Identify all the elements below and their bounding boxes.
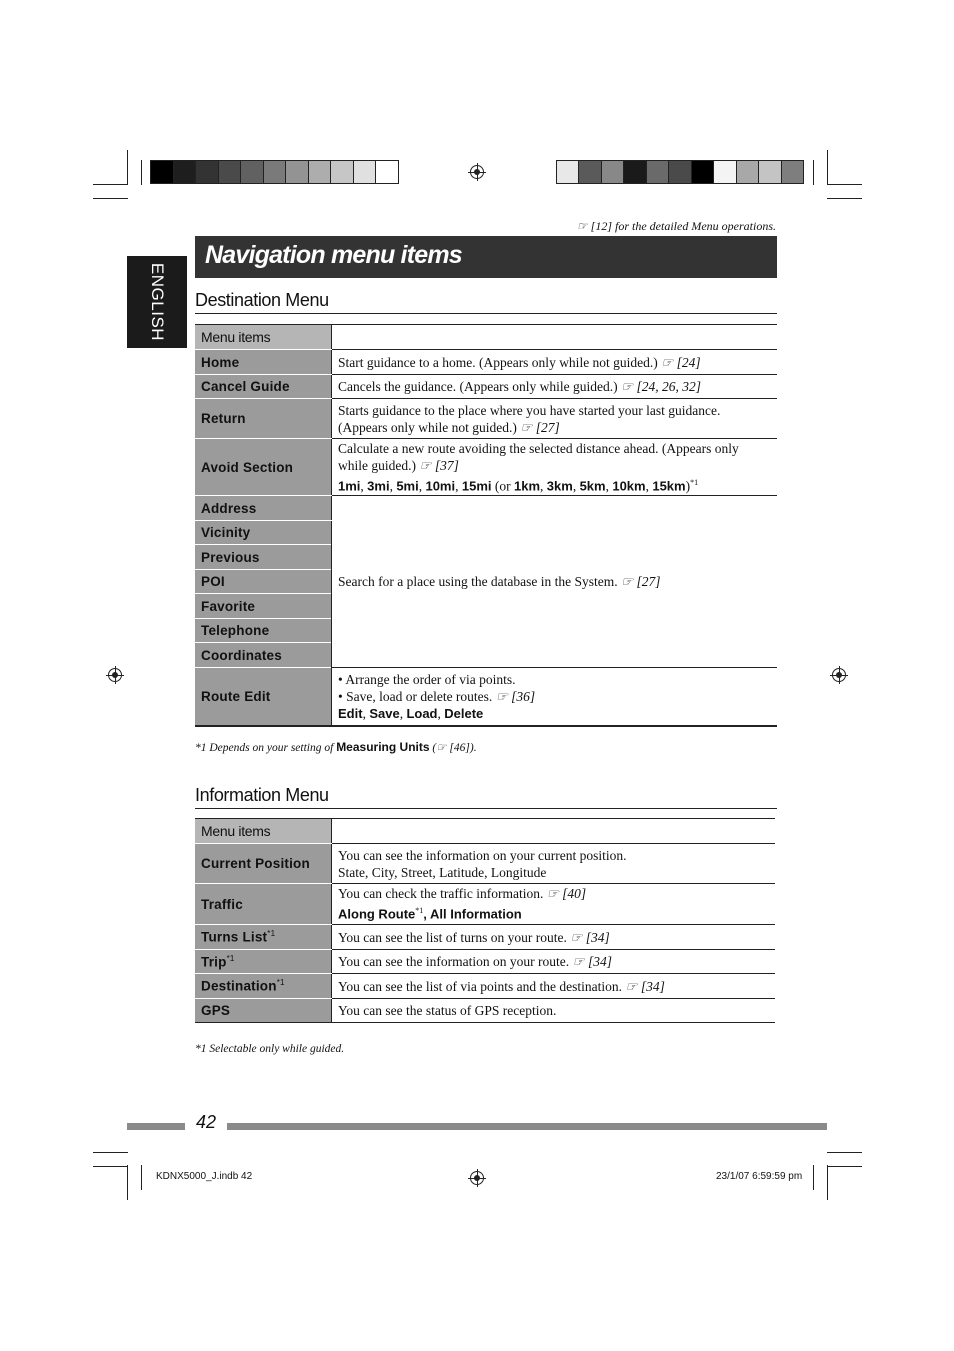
menu-key-return: Return [195, 399, 332, 439]
menu-desc-avoid-section [332, 439, 778, 496]
page-ref: ☞ [34] [572, 954, 612, 969]
crop-mark [827, 1152, 862, 1153]
menu-desc-gps: You can see the status of GPS reception. [332, 999, 776, 1023]
color-swatch [331, 161, 354, 183]
menu-desc-trip [332, 950, 776, 974]
table-row [195, 844, 775, 884]
color-swatch [174, 161, 197, 183]
top-reference-note: ☞ [12] for the detailed Menu operations. [576, 219, 776, 233]
page-bar-right [227, 1123, 827, 1130]
crop-mark [141, 160, 142, 185]
slug-timestamp: 23/1/07 6:59:59 pm [716, 1171, 803, 1182]
menu-desc-traffic [332, 884, 776, 925]
crop-mark [813, 1165, 814, 1190]
footnote-setting-name: Measuring Units [336, 740, 430, 754]
color-swatch [309, 161, 332, 183]
table-header-row [195, 325, 777, 350]
or-text: (or [491, 478, 514, 494]
desc-text: You can see the information on your route. [338, 954, 573, 969]
option-3km: 3km [546, 478, 573, 494]
option-10km: 10km [612, 478, 646, 494]
page-ref: ☞ [34] [625, 978, 665, 994]
desc-text: State, City, Street, Latitude, Longitude [338, 864, 547, 880]
desc-text: You can check the traffic information. [338, 886, 547, 902]
color-swatch [602, 161, 624, 183]
footnote-text: *1 Depends on your setting of [195, 742, 337, 754]
color-swatch [692, 161, 714, 183]
table-row [195, 350, 777, 375]
crop-mark [827, 1165, 828, 1200]
page-ref: ☞ [36] [495, 688, 536, 704]
table-row [195, 399, 777, 439]
option-5km: 5km [579, 478, 606, 494]
language-tab [127, 256, 187, 348]
crop-mark [93, 1152, 128, 1153]
title-bar [195, 236, 777, 278]
option-1mi: 1mi [338, 478, 361, 494]
crop-mark [141, 1165, 142, 1190]
color-swatch [219, 161, 242, 183]
color-swatch [196, 161, 219, 183]
option-1km: 1km [514, 478, 541, 494]
crop-mark [827, 150, 828, 185]
footnote-marker: *1 [690, 477, 699, 487]
footnote-measuring-units [195, 740, 477, 754]
menu-items-header: Menu items [195, 325, 332, 350]
close-paren: ) [685, 478, 691, 494]
slug-file-info: KDNX5000_J.indb 42 [156, 1171, 253, 1182]
option-along-route: Along Route [338, 906, 416, 922]
page-ref: ☞ [27] [520, 419, 560, 435]
desc-text: • Save, load or delete routes. [338, 688, 496, 704]
header-empty-cell [332, 325, 778, 350]
color-swatch [286, 161, 309, 183]
menu-desc-home [332, 350, 778, 375]
color-swatch [151, 161, 174, 183]
menu-key-telephone: Telephone [195, 619, 332, 643]
footnote-marker: *1 [415, 906, 424, 916]
footnote-text: (☞ [46]). [429, 742, 477, 754]
table-row [195, 884, 775, 925]
color-calibration-strip-right [556, 160, 804, 184]
crop-mark [127, 1165, 128, 1200]
table-row [195, 375, 777, 399]
color-swatch [624, 161, 646, 183]
crop-mark [93, 1166, 128, 1167]
option-all-information: , All Information [423, 906, 522, 922]
information-menu-heading: Information Menu [195, 785, 777, 809]
menu-key-cancel-guide: Cancel Guide [195, 375, 332, 399]
menu-key-address: Address [195, 496, 332, 521]
menu-key-traffic: Traffic [195, 884, 332, 925]
page-ref: ☞ [27] [621, 574, 661, 589]
color-swatch [579, 161, 601, 183]
page-title: Navigation menu items [205, 241, 462, 269]
page-ref: ☞ [34] [570, 929, 610, 945]
option-load: Load [406, 705, 438, 721]
desc-text: You can see the list of via points and the destination. [338, 978, 626, 994]
menu-key-trip [195, 950, 332, 974]
table-header-row [195, 819, 775, 844]
color-swatch [376, 161, 398, 183]
page-ref: ☞ [37] [419, 457, 459, 473]
desc-text: Start guidance to a home. (Appears only while not guided.) [338, 354, 662, 370]
color-swatch [557, 161, 579, 183]
menu-key-gps: GPS [195, 999, 332, 1023]
table-row [195, 496, 777, 521]
crop-mark [827, 198, 862, 199]
menu-key-poi: POI [195, 570, 332, 594]
menu-desc-turns-list [332, 925, 776, 950]
menu-key-destination [195, 974, 332, 999]
route-operations: Edit, Save, Load, Delete [338, 705, 484, 721]
menu-key-vicinity: Vicinity [195, 521, 332, 545]
crop-mark [127, 150, 128, 185]
bullet-item [338, 688, 771, 705]
desc-text: Search for a place using the database in the System. [338, 574, 622, 589]
option-edit: Edit [338, 705, 363, 721]
desc-text: You can see the information on your current position. [338, 847, 627, 863]
page-bar-left [127, 1123, 185, 1130]
color-swatch [264, 161, 287, 183]
menu-key-current-position: Current Position [195, 844, 332, 884]
registration-mark-icon [832, 668, 846, 682]
table-row [195, 439, 777, 496]
header-empty-cell [332, 819, 776, 844]
menu-key-avoid-section: Avoid Section [195, 439, 332, 496]
menu-key-route-edit: Route Edit [195, 668, 332, 726]
option-10mi: 10mi [425, 478, 456, 494]
distance-options: 1mi, 3mi, 5mi, 10mi, 15mi (or 1km, 3km, 5km, 10km, 15km)$^{*1}$ [338, 477, 699, 494]
color-swatch [241, 161, 264, 183]
menu-desc-search [332, 496, 778, 668]
option-save: Save [369, 705, 400, 721]
key-text: Trip [201, 954, 227, 970]
option-3mi: 3mi [367, 478, 390, 494]
desc-text: You can see the list of turns on your route. [338, 929, 571, 945]
menu-key-turns-list [195, 925, 332, 950]
footnote-selectable: *1 Selectable only while guided. [195, 1043, 345, 1055]
destination-menu-table [195, 324, 777, 727]
menu-desc-route-edit [332, 668, 778, 726]
table-row [195, 999, 775, 1023]
option-5mi: 5mi [396, 478, 419, 494]
menu-desc-destination [332, 974, 776, 999]
footnote-marker: *1 [226, 953, 235, 963]
footnote-marker: *1 [276, 978, 285, 988]
information-menu-table [195, 818, 775, 1023]
color-swatch [354, 161, 377, 183]
desc-text: Starts guidance to the place where you have started your last guidance. (Appears only while not guided.) [338, 402, 721, 435]
page-ref: ☞ [24, 26, 32] [621, 379, 702, 394]
registration-mark-icon [108, 668, 122, 682]
bullet-item: • Arrange the order of via points. [338, 671, 516, 687]
table-row [195, 974, 775, 999]
table-row [195, 950, 775, 974]
crop-mark [827, 1166, 862, 1167]
color-swatch [669, 161, 691, 183]
crop-mark [827, 184, 862, 185]
page-ref: ☞ [40] [546, 886, 587, 902]
crop-mark [93, 184, 128, 185]
menu-desc-return [332, 399, 778, 439]
menu-desc-cancel-guide [332, 375, 778, 399]
key-text: Turns List [201, 929, 268, 945]
color-swatch [737, 161, 759, 183]
color-swatch [782, 161, 803, 183]
option-delete: Delete [444, 705, 484, 721]
registration-mark-icon [470, 165, 484, 179]
menu-key-coordinates: Coordinates [195, 643, 332, 668]
footnote-marker: *1 [267, 929, 276, 939]
desc-text: Calculate a new route avoiding the selected distance ahead. (Appears only while guided.) [338, 440, 739, 473]
menu-key-previous: Previous [195, 545, 332, 570]
color-swatch [647, 161, 669, 183]
table-row [195, 668, 777, 726]
menu-desc-current-position [332, 844, 776, 884]
menu-key-favorite: Favorite [195, 594, 332, 619]
color-swatch [759, 161, 781, 183]
crop-mark [93, 198, 128, 199]
desc-text: Cancels the guidance. (Appears only while guided.) [338, 379, 622, 394]
destination-menu-heading: Destination Menu [195, 290, 777, 314]
page-ref: ☞ [24] [661, 354, 701, 370]
language-tab-label: ENGLISH [148, 262, 167, 342]
crop-mark [813, 160, 814, 185]
registration-mark-icon [470, 1171, 484, 1185]
color-swatch [714, 161, 736, 183]
page-number: 42 [196, 1112, 217, 1132]
table-row [195, 925, 775, 950]
menu-key-home: Home [195, 350, 332, 375]
color-calibration-strip-left [150, 160, 399, 184]
option-15mi: 15mi [461, 478, 492, 494]
menu-items-header: Menu items [195, 819, 332, 844]
key-text: Destination [201, 978, 277, 994]
option-15km: 15km [652, 478, 686, 494]
